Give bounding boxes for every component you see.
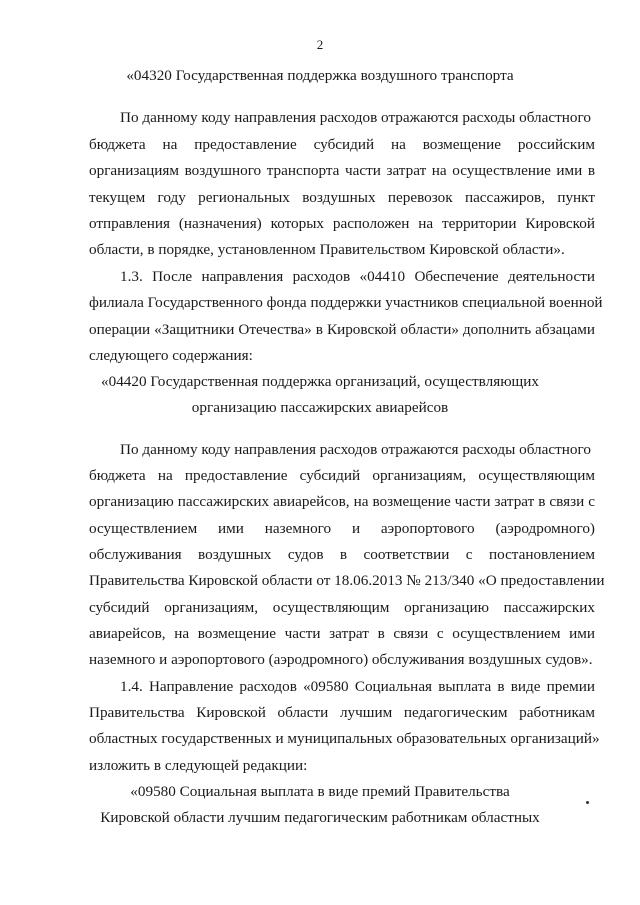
page-number: 2: [316, 37, 324, 52]
para-04420-line: обслуживания воздушных судов в соответствии с постановлением: [89, 546, 595, 563]
item-1-4-line: изложить в следующей редакции:: [89, 757, 308, 774]
item-1-4-line: областных государственных и муниципальных образовательных организаций»: [89, 730, 600, 747]
item-1-3-line: 1.3. После направления расходов «04410 Обеспечение деятельности: [120, 268, 595, 285]
scan-speck: [586, 801, 589, 804]
para-04420-line: осуществлением ими наземного и аэропортового (аэродромного): [89, 520, 595, 537]
heading-09580-line: Кировской области лучшим педагогическим работникам областных: [100, 809, 540, 826]
para-04420-line: бюджета на предоставление субсидий организациям, осуществляющим: [89, 467, 595, 484]
para-04420-line: авиарейсов, на возмещение части затрат в связи с осуществлением ими: [89, 625, 595, 642]
para-04320-line: По данному коду направления расходов отражаются расходы областного: [120, 109, 591, 126]
para-04320-line: бюджета на предоставление субсидий на возмещение российским: [89, 136, 595, 153]
para-04420-line: Правительства Кировской области от 18.06.2013 № 213/340 «О предоставлении: [89, 572, 605, 589]
item-1-4-line: 1.4. Направление расходов «09580 Социальная выплата в виде премии: [120, 678, 595, 695]
para-04420-line: По данному коду направления расходов отражаются расходы областного: [120, 441, 591, 458]
para-04320-line: текущем году региональных воздушных перевозок пассажиров, пункт: [89, 189, 595, 206]
item-1-3-line: филиала Государственного фонда поддержки участников специальной военной: [89, 294, 603, 311]
para-04420-line: наземного и аэропортового (аэродромного) обслуживания воздушных судов».: [89, 651, 593, 668]
para-04420-line: субсидий организациям, осуществляющим организацию пассажирских: [89, 599, 595, 616]
para-04320-line: отправления (назначения) которых расположен на территории Кировской: [89, 215, 595, 232]
heading-04420-line: «04420 Государственная поддержка организаций, осуществляющих: [101, 373, 539, 390]
para-04320-line: области, в порядке, установленном Правительством Кировской области».: [89, 241, 565, 258]
heading-04420-line: организацию пассажирских авиарейсов: [191, 399, 449, 416]
heading-04320: «04320 Государственная поддержка воздушного транспорта: [126, 67, 514, 84]
para-04320-line: организациям воздушного транспорта части затрат на осуществление ими в: [89, 162, 595, 179]
para-04420-line: организацию пассажирских авиарейсов, на возмещение части затрат в связи с: [89, 493, 595, 510]
item-1-3-line: следующего содержания:: [89, 347, 253, 364]
item-1-3-line: операции «Защитники Отечества» в Кировской области» дополнить абзацами: [89, 321, 595, 338]
item-1-4-line: Правительства Кировской области лучшим педагогическим работникам: [89, 704, 595, 721]
heading-09580-line: «09580 Социальная выплата в виде премий Правительства: [130, 783, 510, 800]
